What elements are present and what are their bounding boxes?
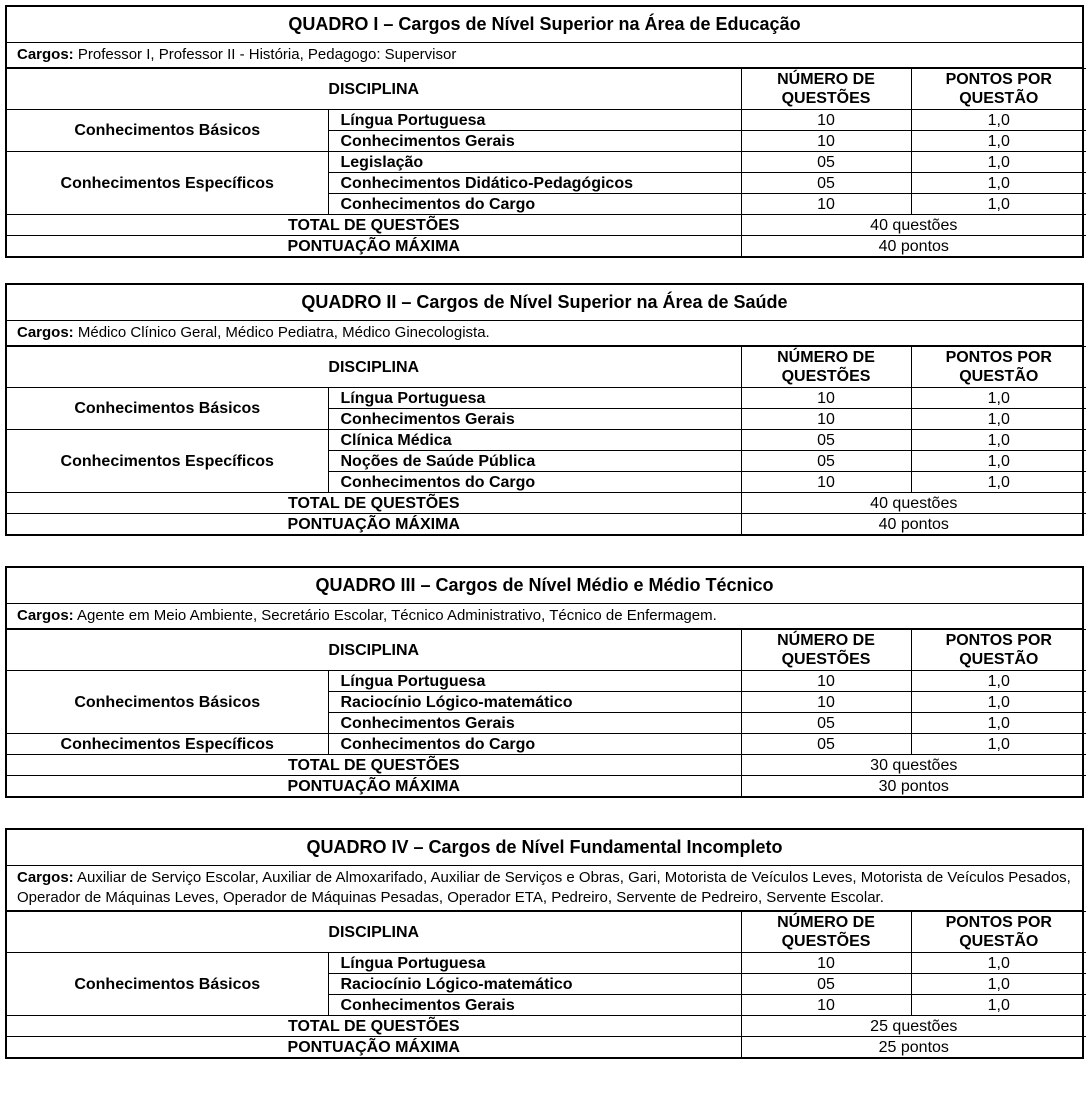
header-row — [7, 912, 1086, 953]
disciplina-name: Conhecimentos Didático-Pedagógicos — [328, 173, 741, 194]
disciplinas-table — [7, 346, 1086, 534]
disciplinas-table — [7, 68, 1086, 256]
disciplina-name: Língua Portuguesa — [328, 953, 741, 974]
disciplina-row — [7, 430, 1086, 451]
header-numero-questoes: NÚMERO DE QUESTÕES — [741, 69, 911, 110]
header-disciplina: DISCIPLINA — [7, 69, 741, 110]
disciplina-name: Legislação — [328, 152, 741, 173]
header-numero-questoes: NÚMERO DE QUESTÕES — [741, 630, 911, 671]
pontos-questao: 1,0 — [911, 152, 1086, 173]
quadro-title: QUADRO II – Cargos de Nível Superior na Área de Saúde — [7, 285, 1082, 321]
total-label: TOTAL DE QUESTÕES — [7, 755, 741, 776]
group-name: Conhecimentos Básicos — [7, 671, 328, 734]
pontos-questao: 1,0 — [911, 131, 1086, 152]
quadro-table — [5, 283, 1084, 536]
pontos-questao: 1,0 — [911, 734, 1086, 755]
pontos-questao: 1,0 — [911, 409, 1086, 430]
quadro-table — [5, 5, 1084, 258]
pontos-questao: 1,0 — [911, 692, 1086, 713]
pontos-questao: 1,0 — [911, 713, 1086, 734]
pontos-questao: 1,0 — [911, 995, 1086, 1016]
numero-questoes: 10 — [741, 692, 911, 713]
total-label: TOTAL DE QUESTÕES — [7, 215, 741, 236]
disciplina-name: Língua Portuguesa — [328, 110, 741, 131]
total-row — [7, 755, 1086, 776]
disciplina-name: Conhecimentos do Cargo — [328, 472, 741, 493]
cargos-list — [7, 604, 1082, 629]
pontuacao-value: 40 pontos — [741, 236, 1086, 257]
disciplina-row — [7, 388, 1086, 409]
cargos-label: Cargos: — [17, 607, 74, 624]
group-name: Conhecimentos Específicos — [7, 152, 328, 215]
numero-questoes: 05 — [741, 713, 911, 734]
quadro-title: QUADRO I – Cargos de Nível Superior na Área de Educação — [7, 7, 1082, 43]
disciplina-row — [7, 110, 1086, 131]
quadro-table — [5, 566, 1084, 798]
disciplina-name: Conhecimentos Gerais — [328, 995, 741, 1016]
cargos-text: Professor I, Professor II - História, Pedagogo: Supervisor — [73, 46, 457, 63]
quadro-title: QUADRO IV – Cargos de Nível Fundamental Incompleto — [7, 830, 1082, 866]
pontos-questao: 1,0 — [911, 430, 1086, 451]
numero-questoes: 05 — [741, 173, 911, 194]
cargos-text: Auxiliar de Serviço Escolar, Auxiliar de Almoxarifado, Auxiliar de Serviços e Obras, Gari, Motorista de Veículos Leves, Motorista de Veículos Pesados, Operador de Máquinas Leves, Operador de Máquinas Pesadas, Operador ETA, Pedreiro, Servente de Pedreiro, Servente Escolar. — [17, 869, 1071, 906]
group-name: Conhecimentos Específicos — [7, 734, 328, 755]
disciplina-name: Conhecimentos Gerais — [328, 131, 741, 152]
header-numero-questoes: NÚMERO DE QUESTÕES — [741, 347, 911, 388]
numero-questoes: 10 — [741, 472, 911, 493]
pontuacao-value: 30 pontos — [741, 776, 1086, 797]
pontos-questao: 1,0 — [911, 173, 1086, 194]
header-numero-questoes: NÚMERO DE QUESTÕES — [741, 912, 911, 953]
disciplina-name: Língua Portuguesa — [328, 671, 741, 692]
header-disciplina: DISCIPLINA — [7, 630, 741, 671]
pontos-questao: 1,0 — [911, 388, 1086, 409]
disciplina-name: Conhecimentos do Cargo — [328, 734, 741, 755]
pontuacao-label: PONTUAÇÃO MÁXIMA — [7, 1037, 741, 1058]
pontos-questao: 1,0 — [911, 671, 1086, 692]
pontos-questao: 1,0 — [911, 451, 1086, 472]
max-row — [7, 514, 1086, 535]
group-name: Conhecimentos Básicos — [7, 388, 328, 430]
group-name: Conhecimentos Básicos — [7, 110, 328, 152]
disciplina-name: Conhecimentos do Cargo — [328, 194, 741, 215]
numero-questoes: 10 — [741, 409, 911, 430]
cargos-label: Cargos: — [17, 324, 74, 341]
header-row — [7, 69, 1086, 110]
header-row — [7, 347, 1086, 388]
total-value: 40 questões — [741, 215, 1086, 236]
max-row — [7, 236, 1086, 257]
disciplina-name: Conhecimentos Gerais — [328, 409, 741, 430]
numero-questoes: 10 — [741, 110, 911, 131]
max-row — [7, 1037, 1086, 1058]
disciplinas-table — [7, 629, 1086, 796]
cargos-text: Agente em Meio Ambiente, Secretário Escolar, Técnico Administrativo, Técnico de Enfermagem. — [73, 607, 717, 624]
header-pontos-questao: PONTOS POR QUESTÃO — [911, 347, 1086, 388]
pontuacao-label: PONTUAÇÃO MÁXIMA — [7, 514, 741, 535]
numero-questoes: 05 — [741, 451, 911, 472]
numero-questoes: 10 — [741, 194, 911, 215]
cargos-list — [7, 866, 1082, 911]
header-disciplina: DISCIPLINA — [7, 347, 741, 388]
quadro-table — [5, 828, 1084, 1059]
pontos-questao: 1,0 — [911, 953, 1086, 974]
disciplina-name: Clínica Médica — [328, 430, 741, 451]
cargos-label: Cargos: — [17, 869, 74, 886]
total-value: 30 questões — [741, 755, 1086, 776]
numero-questoes: 10 — [741, 671, 911, 692]
disciplina-row — [7, 152, 1086, 173]
group-name: Conhecimentos Básicos — [7, 953, 328, 1016]
numero-questoes: 05 — [741, 152, 911, 173]
disciplina-name: Raciocínio Lógico-matemático — [328, 974, 741, 995]
header-disciplina: DISCIPLINA — [7, 912, 741, 953]
disciplina-row — [7, 734, 1086, 755]
disciplina-name: Língua Portuguesa — [328, 388, 741, 409]
disciplinas-table — [7, 911, 1086, 1057]
pontuacao-label: PONTUAÇÃO MÁXIMA — [7, 236, 741, 257]
disciplina-name: Noções de Saúde Pública — [328, 451, 741, 472]
total-value: 40 questões — [741, 493, 1086, 514]
total-row — [7, 215, 1086, 236]
numero-questoes: 10 — [741, 131, 911, 152]
disciplina-row — [7, 953, 1086, 974]
disciplina-name: Conhecimentos Gerais — [328, 713, 741, 734]
header-row — [7, 630, 1086, 671]
numero-questoes: 05 — [741, 430, 911, 451]
cargos-list — [7, 321, 1082, 346]
numero-questoes: 10 — [741, 388, 911, 409]
pontos-questao: 1,0 — [911, 110, 1086, 131]
disciplina-row — [7, 671, 1086, 692]
cargos-text: Médico Clínico Geral, Médico Pediatra, Médico Ginecologista. — [73, 324, 490, 341]
total-row — [7, 1016, 1086, 1037]
numero-questoes: 10 — [741, 995, 911, 1016]
numero-questoes: 05 — [741, 734, 911, 755]
pontuacao-value: 40 pontos — [741, 514, 1086, 535]
pontos-questao: 1,0 — [911, 472, 1086, 493]
cargos-label: Cargos: — [17, 46, 74, 63]
pontuacao-value: 25 pontos — [741, 1037, 1086, 1058]
pontos-questao: 1,0 — [911, 194, 1086, 215]
pontuacao-label: PONTUAÇÃO MÁXIMA — [7, 776, 741, 797]
total-row — [7, 493, 1086, 514]
total-label: TOTAL DE QUESTÕES — [7, 1016, 741, 1037]
total-value: 25 questões — [741, 1016, 1086, 1037]
group-name: Conhecimentos Específicos — [7, 430, 328, 493]
header-pontos-questao: PONTOS POR QUESTÃO — [911, 630, 1086, 671]
disciplina-name: Raciocínio Lógico-matemático — [328, 692, 741, 713]
pontos-questao: 1,0 — [911, 974, 1086, 995]
cargos-list — [7, 43, 1082, 68]
numero-questoes: 05 — [741, 974, 911, 995]
numero-questoes: 10 — [741, 953, 911, 974]
quadro-title: QUADRO III – Cargos de Nível Médio e Médio Técnico — [7, 568, 1082, 604]
header-pontos-questao: PONTOS POR QUESTÃO — [911, 912, 1086, 953]
max-row — [7, 776, 1086, 797]
header-pontos-questao: PONTOS POR QUESTÃO — [911, 69, 1086, 110]
total-label: TOTAL DE QUESTÕES — [7, 493, 741, 514]
